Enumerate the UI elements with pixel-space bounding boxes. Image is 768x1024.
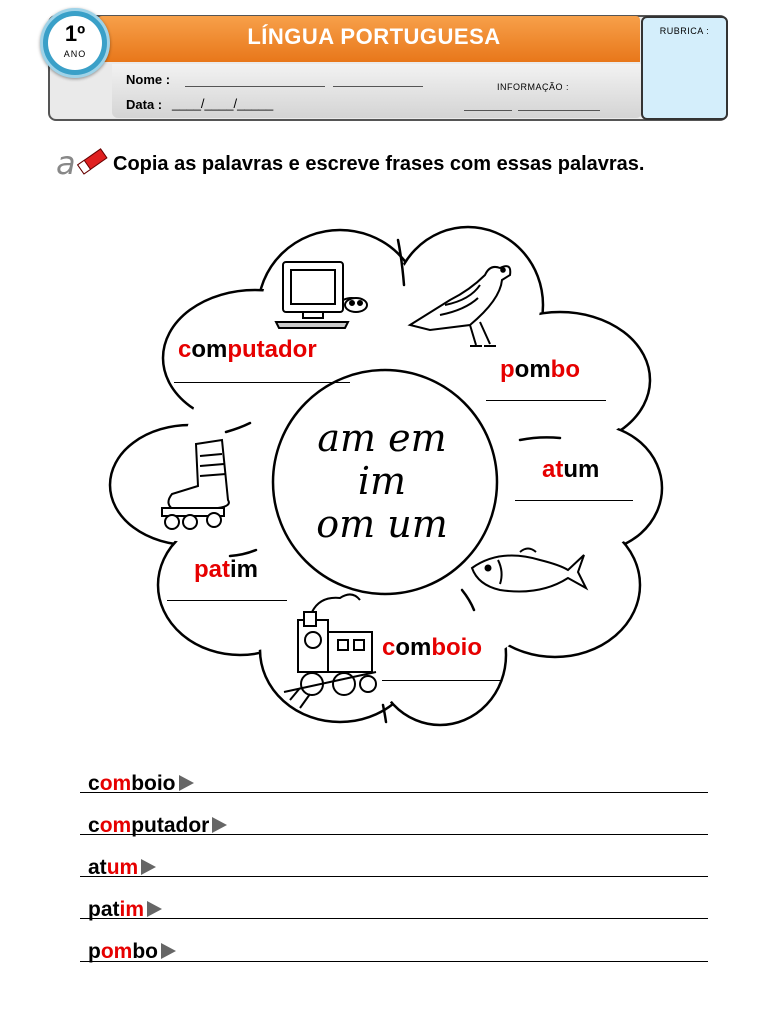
arrow-right-icon (147, 901, 162, 917)
sentence-line-4[interactable] (80, 918, 708, 919)
copy-line-computador[interactable] (174, 382, 350, 383)
info-label: INFORMAÇÃO : (497, 82, 570, 92)
row-word-atum: atum (88, 856, 156, 880)
word-pombo: pombo (500, 356, 580, 383)
instruction-text: Copia as palavras e escreve frases com essas palavras. (113, 153, 645, 175)
arrow-right-icon (141, 859, 156, 875)
sentence-line-5[interactable] (80, 961, 708, 962)
sentence-line-3[interactable] (80, 876, 708, 877)
subject-title: LÍNGUA PORTUGUESA (247, 24, 501, 49)
rubrica-label: RUBRICA : (659, 26, 710, 36)
copy-line-patim[interactable] (167, 600, 287, 601)
row-word-comboio: comboio (88, 772, 194, 796)
svg-text:a: a (56, 144, 76, 179)
center-syllables-line-1: am em (317, 416, 447, 460)
date-label: Data : (126, 97, 163, 112)
arrow-right-icon (212, 817, 227, 833)
copy-line-pombo[interactable] (486, 400, 606, 401)
grade-label: ANO (63, 49, 87, 59)
center-syllables-line-2: im (357, 459, 407, 503)
sentence-line-1[interactable] (80, 792, 708, 793)
grade-number: 1º (64, 21, 86, 46)
copy-line-comboio[interactable] (382, 680, 502, 681)
copy-line-atum[interactable] (515, 500, 633, 501)
row-word-pombo: pombo (88, 940, 176, 964)
row-word-computador: computador (88, 814, 227, 838)
word-patim: patim (194, 556, 259, 583)
word-comboio: comboio (382, 634, 483, 661)
row-word-patim: patim (88, 898, 162, 922)
date-field[interactable]: ____/____/_____ (172, 96, 274, 111)
center-syllables-line-3: om um (316, 502, 448, 546)
name-label: Nome : (126, 72, 171, 87)
word-computador: computador (178, 336, 317, 363)
arrow-right-icon (179, 775, 194, 791)
word-atum: atum (542, 456, 600, 483)
arrow-right-icon (161, 943, 176, 959)
sentence-line-2[interactable] (80, 834, 708, 835)
